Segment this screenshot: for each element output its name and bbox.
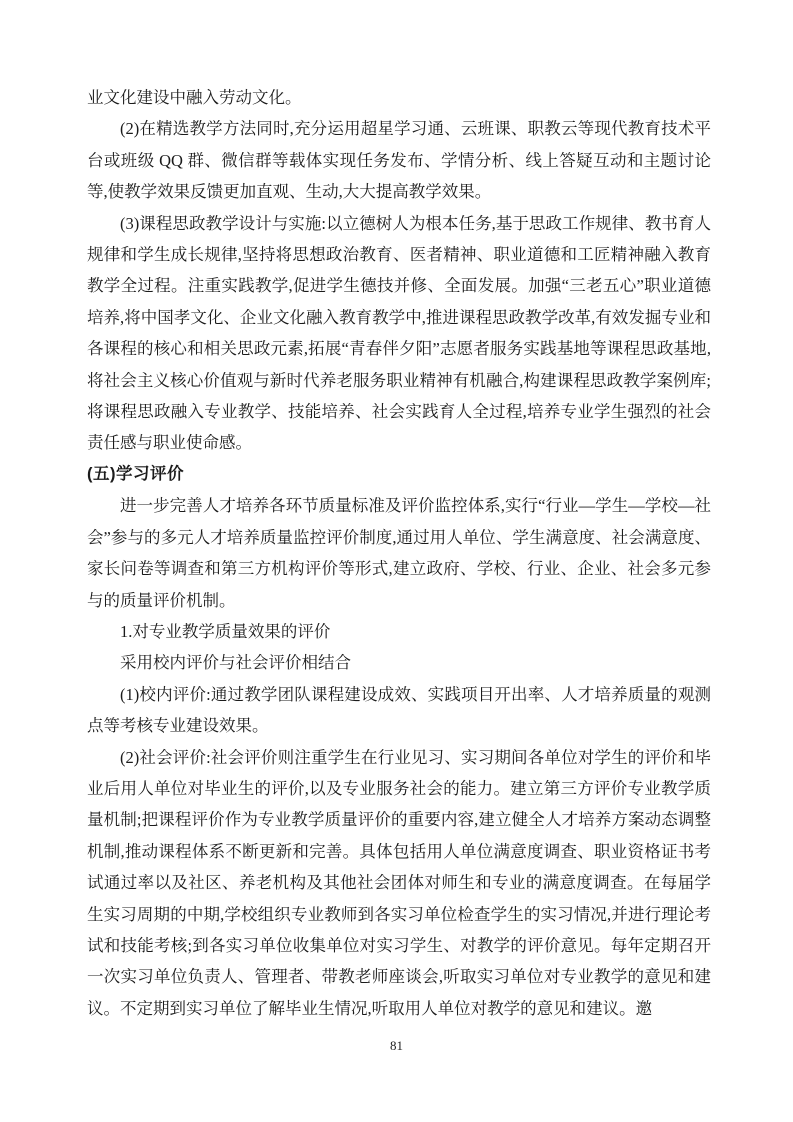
paragraph: (2)在精选教学方法同时,充分运用超星学习通、云班课、职教云等现代教育技术平台或班级 QQ 群、微信群等载体实现任务发布、学情分析、线上答疑互动和主题讨论等,使教学效果反馈更加直观、生动,大大提高教学效果。 xyxy=(87,119,711,202)
paragraph: 1.对专业教学质量效果的评价 xyxy=(120,621,331,641)
paragraph: (2)社会评价:社会评价则注重学生在行业见习、实习期间各单位对学生的评价和毕业后用人单位对毕业生的评价,以及专业服务社会的能力。建立第三方评价专业教学质量机制;把课程评价作为专业教学质量评价的重要内容,建立健全人才培养方案动态调整机制,推动课程体系不断更新和完善。具体包括用人单位满意度调查、职业资格证书考试通过率以及社区、养老机构及其他社会团体对师生和专业的满意度调查。在每届学生实习周期的中期,学校组织专业教师到各实习单位检查学生的实习情况,并进行理论考试和技能考核;到各实习单位收集单位对实习学生、对教学的评价意见。每年定期召开一次实习单位负责人、管理者、带教老师座谈会,听取实习单位对专业教学的意见和建议。不定期到实习单位了解毕业生情况,听取用人单位对教学的意见和建议。邀 xyxy=(87,747,711,1018)
document-body xyxy=(87,82,711,1024)
page-number: 81 xyxy=(390,1038,403,1053)
section-heading: (五)学习评价 xyxy=(87,464,184,483)
paragraph: (1)校内评价:通过教学团队课程建设成效、实践项目开出率、人才培养质量的观测点等考核专业建设效果。 xyxy=(87,684,711,736)
paragraph: 进一步完善人才培养各环节质量标准及评价监控体系,实行“行业—学生—学校—社会”参与的多元人才培养质量监控评价制度,通过用人单位、学生满意度、社会满意度、家长问卷等调查和第三方机构评价等形式,建立政府、学校、行业、企业、社会多元参与的质量评价机制。 xyxy=(87,496,711,610)
paragraph: 业文化建设中融入劳动文化。 xyxy=(87,88,302,107)
paragraph: 采用校内评价与社会评价相结合 xyxy=(120,653,351,673)
paragraph: (3)课程思政教学设计与实施:以立德树人为根本任务,基于思政工作规律、教书育人规律和学生成长规律,坚持将思想政治教育、医者精神、职业道德和工匠精神融入教育教学全过程。注重实践教学,促进学生德技并修、全面发展。加强“三老五心”职业道德培养,将中国孝文化、企业文化融入教育教学中,推进课程思政教学改革,有效发掘专业和各课程的核心和相关思政元素,拓展“青春伴夕阳”志愿者服务实践基地等课程思政基地,将社会主义核心价值观与新时代养老服务职业精神有机融合,构建课程思政教学案例库;将课程思政融入专业教学、技能培养、社会实践育人全过程,培养专业学生强烈的社会责任感与职业使命感。 xyxy=(87,213,711,453)
